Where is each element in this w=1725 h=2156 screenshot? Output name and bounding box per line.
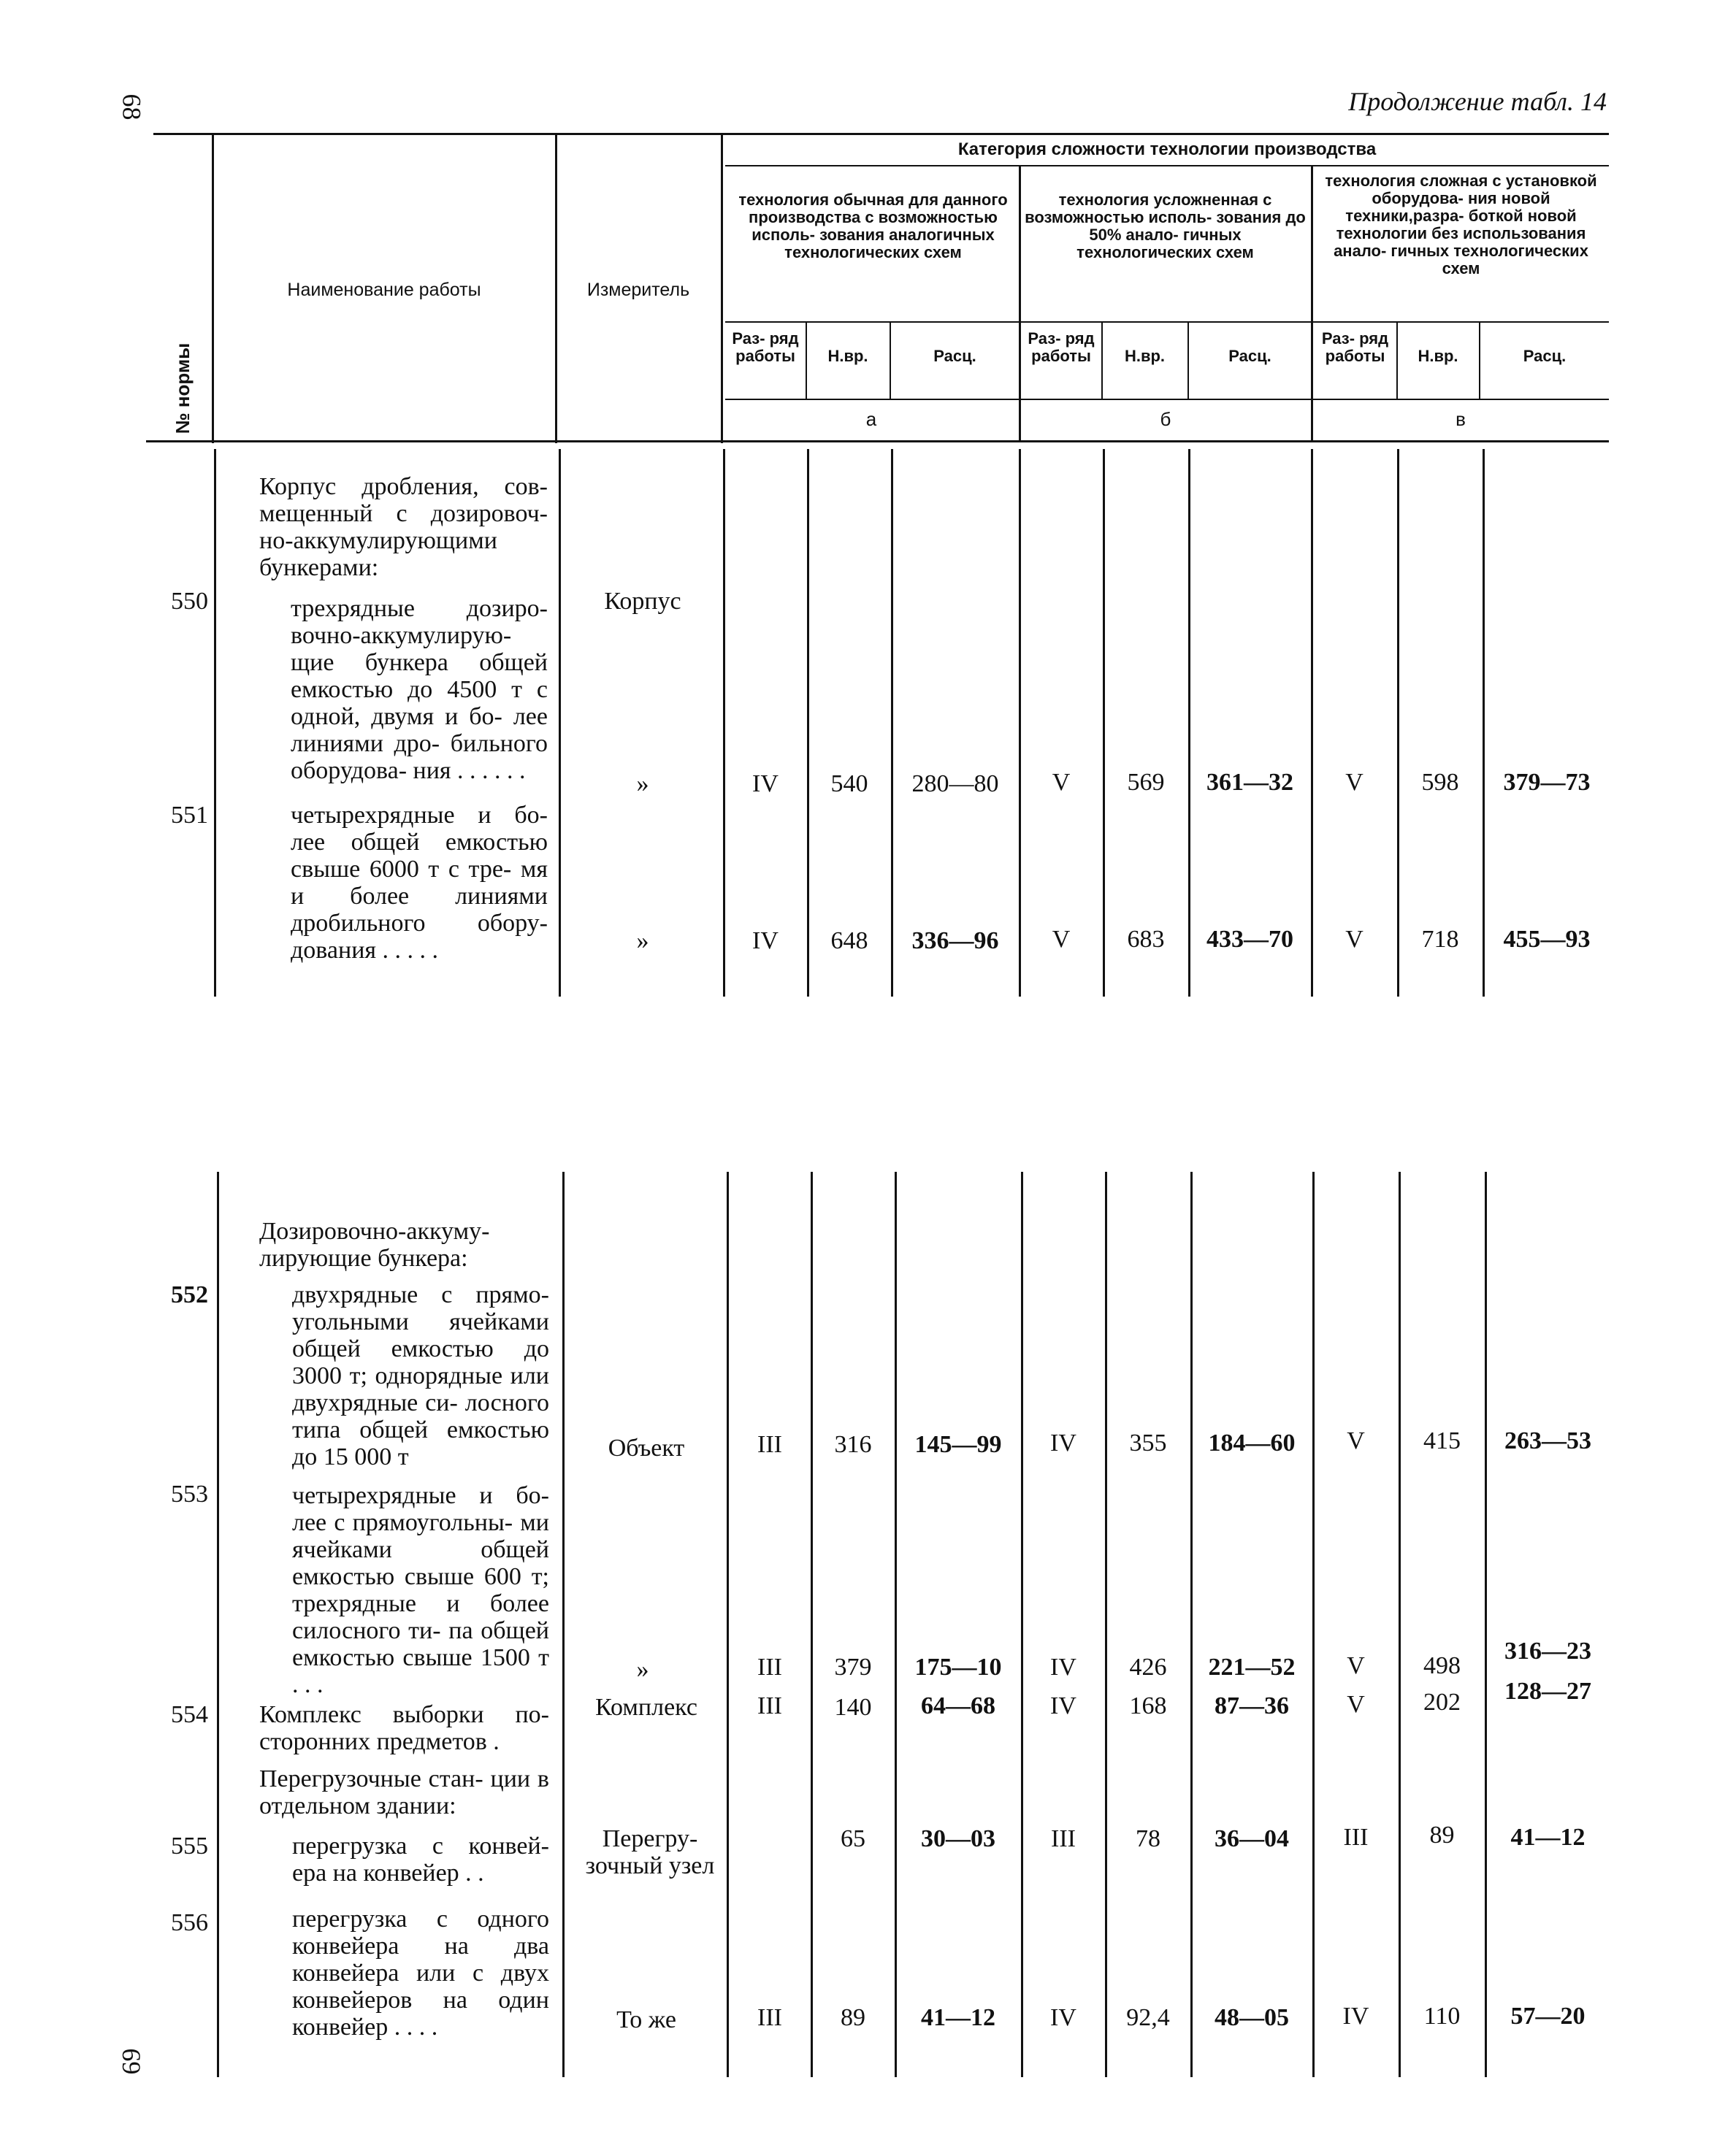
rank-c: III — [1343, 1824, 1369, 1851]
letter-b: б — [1160, 408, 1171, 430]
col-norm-header: № нормы — [172, 342, 194, 434]
time-a: 379 — [834, 1654, 872, 1681]
rank-b: V — [1052, 926, 1071, 953]
rate-b: 361—32 — [1206, 769, 1293, 796]
time-b: 355 — [1129, 1430, 1167, 1457]
work-name: трехрядные дозиро- вочно-аккумулирую- щие бункера общей емкостью до 4500 т с одной, двумя и бо- лее линиями дро- бильного оборудова- ния . . . . . . — [291, 595, 548, 784]
letter-a: а — [865, 408, 877, 430]
rate-a: 64—68 — [921, 1692, 995, 1719]
sub-rate-c: Расц. — [1523, 347, 1567, 365]
col-name-header: Наименование работы — [287, 280, 481, 300]
rate-c: 128—27 — [1504, 1678, 1591, 1705]
rate-b: 48—05 — [1215, 2004, 1289, 2031]
rate-b: 87—36 — [1215, 1692, 1289, 1719]
rate-a: 30—03 — [921, 1825, 995, 1852]
sub-time-c: Н.вр. — [1418, 347, 1458, 365]
rank-c: V — [1345, 769, 1363, 796]
unit: То же — [616, 2006, 676, 2033]
rank-a: III — [757, 2004, 782, 2031]
time-b: 683 — [1127, 926, 1165, 953]
rank-c: V — [1347, 1427, 1365, 1454]
unit: Объект — [608, 1435, 685, 1462]
group-title-dosing-bunkers: Дозировочно-аккуму- лирующие бункера: — [259, 1218, 490, 1272]
rate-a: 175—10 — [914, 1654, 1002, 1681]
rank-b: III — [1051, 1825, 1076, 1852]
continuation-title: Продолжение табл. 14 — [1348, 87, 1607, 116]
rank-a: III — [757, 1692, 782, 1719]
time-a: 89 — [841, 2004, 865, 2031]
rate-c: 57—20 — [1510, 2003, 1586, 2030]
time-b: 426 — [1129, 1654, 1167, 1681]
work-name: четырехрядные и бо- лее общей емкостью свыше 6000 т с тре- мя и более линиями дробильного обору- дования . . . . . — [291, 802, 548, 964]
rank-b: IV — [1050, 1654, 1076, 1681]
work-name: Комплекс выборки по- сторонних предметов . — [259, 1701, 549, 1755]
time-b: 168 — [1129, 1692, 1167, 1719]
category-b-header: технология усложненная с возможностью исполь- зования до 50% анало- гичных технологических схем — [1025, 191, 1306, 261]
sub-rate-a: Расц. — [933, 347, 976, 365]
norm-number: 551 — [171, 802, 208, 829]
category-c-header: технология сложная с установкой оборудова- ния новой техники,разра- боткой новой технологии без использования анало- гичных технологических схем — [1325, 172, 1597, 277]
norm-number: 553 — [171, 1481, 208, 1508]
sub-rate-b: Расц. — [1228, 347, 1271, 365]
rank-a: IV — [752, 927, 779, 954]
work-name: перегрузка с одного конвейера на два конвейера или с двух конвейеров на один конвейер . . . . — [292, 1906, 549, 2041]
time-c: 498 — [1423, 1652, 1461, 1679]
sub-time-b: Н.вр. — [1124, 347, 1166, 365]
unit: » — [636, 1656, 649, 1683]
rate-c: 263—53 — [1504, 1427, 1591, 1454]
rank-b: V — [1052, 769, 1071, 796]
rank-c: V — [1347, 1652, 1365, 1679]
unit: Перегру- зочный узел — [585, 1825, 715, 1879]
unit-first: Корпус — [604, 588, 681, 615]
work-name: двухрядные с прямо- угольными ячейками общей емкостью до 3000 т; однорядные или двухрядные си- лосного типа общей емкостью до 15 000 т — [292, 1281, 549, 1470]
unit: » — [636, 927, 649, 954]
time-a: 140 — [834, 1694, 872, 1721]
rate-c: 379—73 — [1503, 769, 1591, 796]
rate-b: 433—70 — [1206, 926, 1293, 953]
category-a-header: технология обычная для данного производства с возможностью исполь- зования аналогичных технологических схем — [738, 191, 1008, 261]
rate-b: 184—60 — [1208, 1430, 1296, 1457]
time-c: 598 — [1421, 769, 1459, 796]
rank-c: V — [1345, 926, 1363, 953]
time-b: 92,4 — [1126, 2004, 1170, 2031]
time-b: 569 — [1127, 769, 1165, 796]
unit: Комплекс — [595, 1694, 697, 1721]
page-number-bottom: 69 — [116, 2048, 146, 2075]
col-unit-header: Измеритель — [586, 280, 690, 300]
time-b: 78 — [1136, 1825, 1160, 1852]
sub-rank-b: Раз- ряд работы — [1028, 329, 1095, 365]
rate-b: 36—04 — [1215, 1825, 1289, 1852]
rate-a: 280—80 — [911, 770, 999, 797]
rank-c: V — [1347, 1691, 1365, 1718]
rank-b: IV — [1050, 2004, 1076, 2031]
time-c: 110 — [1423, 2003, 1461, 2030]
time-c: 89 — [1429, 1822, 1455, 1849]
sub-rank-a: Раз- ряд работы — [732, 329, 799, 365]
sub-rank-c: Раз- ряд работы — [1321, 329, 1389, 365]
rate-a: 145—99 — [914, 1431, 1002, 1458]
category-title: Категория сложности технологии производства — [957, 139, 1377, 159]
rate-b: 221—52 — [1208, 1654, 1296, 1681]
rank-a: III — [757, 1654, 782, 1681]
group-title-crushing-building: Корпус дробления, сов- мещенный с дозировоч- но-аккумулирующими бункерами: — [259, 473, 548, 581]
page-number-top: 68 — [117, 93, 147, 120]
letter-c: в — [1456, 408, 1466, 430]
unit: » — [636, 770, 649, 797]
rate-c: 455—93 — [1503, 926, 1591, 953]
time-a: 540 — [830, 770, 868, 797]
rank-c: IV — [1342, 2003, 1369, 2030]
rank-b: IV — [1050, 1430, 1076, 1457]
time-a: 65 — [841, 1825, 865, 1852]
time-c: 718 — [1421, 926, 1459, 953]
work-name: перегрузка с конвей- ера на конвейер . . — [292, 1833, 549, 1887]
work-name: четырехрядные и бо- лее с прямоугольны- ми ячейками общей емкостью свыше 600 т; трехрядные и более силосного ти- па общей емкостью свыше 1500 т . . . — [292, 1482, 549, 1698]
rank-b: IV — [1050, 1692, 1076, 1719]
time-a: 316 — [834, 1431, 872, 1458]
norm-number: 552 — [171, 1281, 208, 1308]
norm-number: 550 — [171, 588, 208, 615]
group-title-transfer-stations: Перегрузочные стан- ции в отдельном здании: — [259, 1765, 549, 1819]
time-c: 415 — [1423, 1427, 1461, 1454]
rate-a: 41—12 — [921, 2004, 995, 2031]
rate-c: 41—12 — [1510, 1824, 1586, 1851]
rate-a: 336—96 — [911, 927, 999, 954]
sub-time-a: Н.вр. — [827, 347, 868, 365]
rate-c: 316—23 — [1504, 1638, 1591, 1665]
norm-number: 555 — [171, 1833, 208, 1860]
time-a: 648 — [830, 927, 868, 954]
time-c: 202 — [1423, 1689, 1461, 1716]
norm-number: 556 — [171, 1909, 208, 1936]
norm-number: 554 — [171, 1701, 208, 1728]
rank-a: IV — [752, 770, 779, 797]
rank-a: III — [757, 1431, 782, 1458]
